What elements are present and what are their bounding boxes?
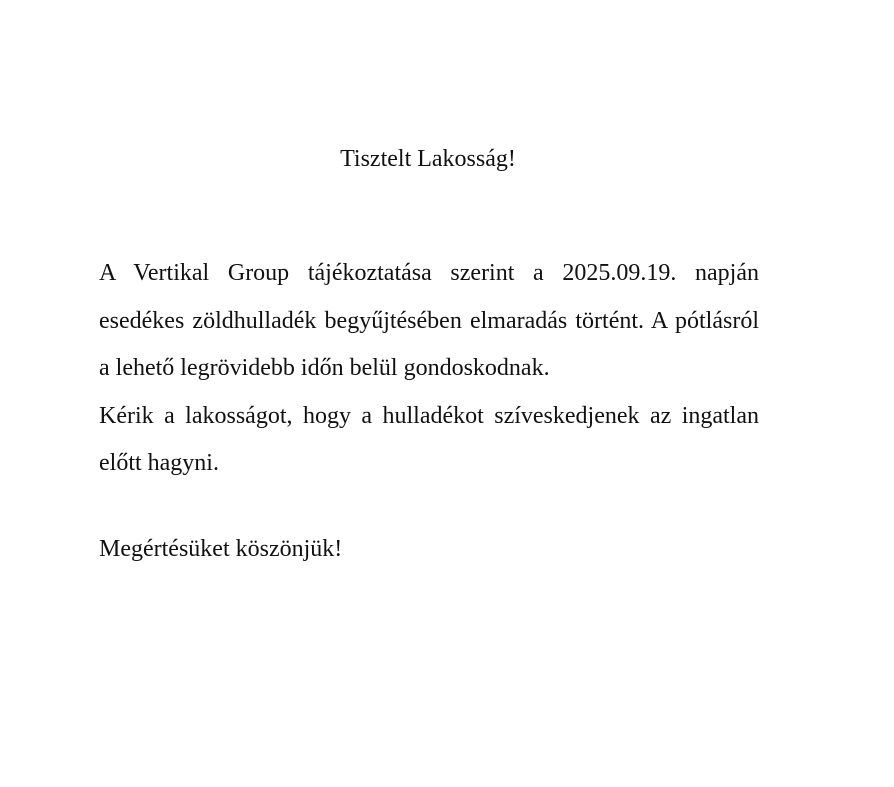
notice-paragraph-request: Kérik a lakosságot, hogy a hulladékot szíveskedjenek az ingatlan előtt hagyni. — [99, 402, 759, 476]
greeting-heading: Tisztelt Lakosság! — [340, 146, 516, 172]
notice-paragraph-delay: A Vertikal Group tájékoztatása szerint a 2025.09.19. napján esedékes zöldhulladék begyűjtésében elmaradás történt. A pótlásról a lehető legrövidebb időn belül gondoskodnak. — [99, 260, 759, 381]
notice-body — [99, 250, 759, 488]
closing-line: Megértésüket köszönjük! — [99, 536, 343, 562]
